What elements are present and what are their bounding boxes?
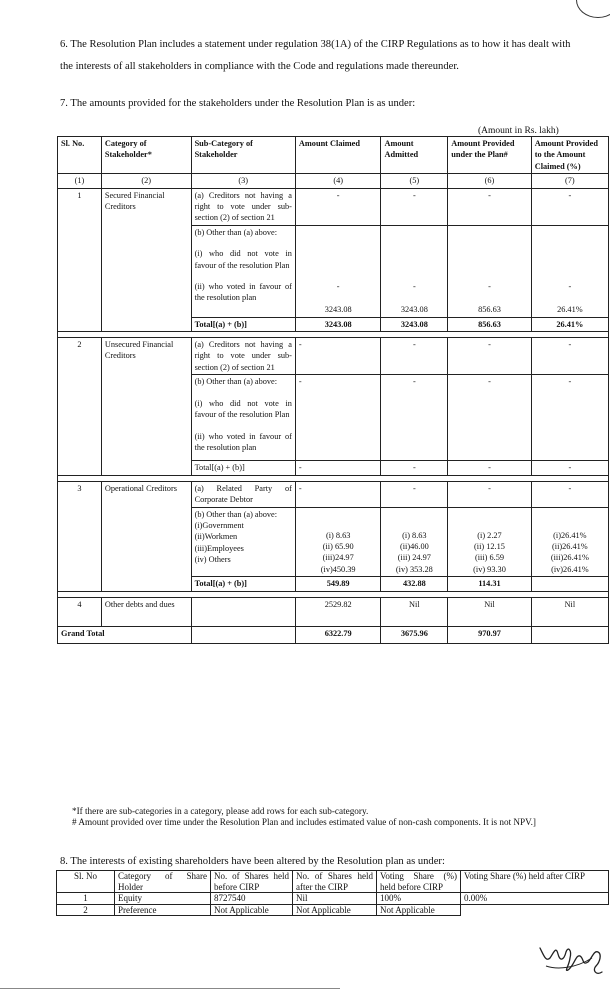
row1-a-claimed: - bbox=[295, 188, 381, 225]
grand-total-provided: 970.97 bbox=[448, 626, 531, 643]
row2-total-provided: - bbox=[448, 461, 531, 475]
sh-header-before: No. of Shares held before CIRP bbox=[211, 871, 293, 893]
header-row bbox=[58, 137, 609, 174]
column-number-row bbox=[58, 174, 609, 188]
sh-header-vote-before: Voting Share (%) held before CIRP bbox=[377, 871, 461, 893]
header-provided: Amount Provided under the Plan# bbox=[448, 137, 531, 174]
colnum-7: (7) bbox=[531, 174, 608, 188]
header-admitted: Amount Admitted bbox=[381, 137, 448, 174]
row1-voted-provided: 856.63 bbox=[478, 305, 501, 315]
row3-pct-breakdown: (i)26.41% (ii)26.41% (iii)26.41% (iv)26.41% bbox=[531, 507, 608, 577]
sh-row1-sl: 1 bbox=[57, 893, 115, 905]
row3-admitted-breakdown: (i) 8.63 (ii)46.00 (iii) 24.97 (iv) 353.28 bbox=[381, 507, 448, 577]
row1-a-pct: - bbox=[531, 188, 608, 225]
sh-header-after: No. of Shares held after the CIRP bbox=[293, 871, 377, 893]
row2-total-label: Total[(a) + (b)] bbox=[191, 461, 295, 475]
row1-sl: 1 bbox=[58, 188, 102, 331]
row2-total-pct: - bbox=[531, 461, 608, 475]
footnote-1: *If there are sub-categories in a category, please add rows for each sub-category. bbox=[72, 806, 369, 816]
row2-sl: 2 bbox=[58, 338, 102, 476]
sh-row2-vote-before: Not Applicable bbox=[377, 904, 461, 916]
colnum-4: (4) bbox=[295, 174, 381, 188]
row1-total-provided: 856.63 bbox=[448, 317, 531, 331]
shareholders-table bbox=[56, 870, 609, 916]
paragraph-6: 6. The Resolution Plan includes a statement under regulation 38(1A) of the CIRP Regulations as to how it has dealt with the interests of all stakeholders in compliance with the Code and regulations made thereunder. bbox=[60, 39, 571, 72]
row1-sub-a: (a) Creditors not having a right to vote under sub-section (2) of section 21 bbox=[191, 188, 295, 225]
row3-category: Operational Creditors bbox=[101, 481, 191, 591]
sub-b-ii: (ii) who voted in favour of the resolution plan bbox=[194, 282, 292, 303]
paragraph-7: 7. The amounts provided for the stakeholders under the Resolution Plan is as under: bbox=[60, 98, 416, 109]
dash: - bbox=[488, 281, 491, 291]
row1-voted-pct: 26.41% bbox=[557, 305, 583, 315]
row4-pct: Nil bbox=[531, 597, 608, 626]
sh-header-category: Category of Share Holder bbox=[115, 871, 211, 893]
table-row bbox=[58, 597, 609, 626]
row4-claimed: 2529.82 bbox=[295, 597, 381, 626]
row3-a-claimed: - bbox=[295, 481, 381, 507]
sh-row2-before: Not Applicable bbox=[211, 904, 293, 916]
colnum-2: (2) bbox=[101, 174, 191, 188]
sh-row2-sl: 2 bbox=[57, 904, 115, 916]
sub-b-label: (b) Other than (a) above: bbox=[194, 227, 278, 237]
row1-b-admitted bbox=[381, 225, 448, 317]
row4-sub bbox=[191, 597, 295, 626]
row2-category: Unsecured Financial Creditors bbox=[101, 338, 191, 476]
row4-category: Other debts and dues bbox=[101, 597, 191, 626]
grand-total-label: Grand Total bbox=[58, 626, 192, 643]
row3-total-provided: 114.31 bbox=[448, 577, 531, 591]
footnote-2: # Amount provided over time under the Resolution Plan and includes estimated value of non-cash components. It is not NPV.] bbox=[72, 817, 536, 827]
sh-header-vote-after: Voting Share (%) held after CIRP bbox=[461, 871, 609, 893]
dash: - bbox=[412, 281, 416, 291]
sh-header-sl: Sl. No bbox=[57, 871, 115, 893]
header-sl: Sl. No. bbox=[58, 137, 102, 174]
corner-pen-mark bbox=[576, 0, 610, 18]
row2-b-claimed: - bbox=[295, 375, 381, 461]
dash: - bbox=[568, 281, 572, 291]
row2-sub-a: (a) Creditors not having a right to vote under sub-section (2) of section 21 bbox=[191, 338, 295, 375]
sub-b-label: (b) Other than (a) above: bbox=[194, 509, 278, 519]
sub-b-i: (i) who did not vote in favour of the resolution Plan bbox=[194, 398, 292, 420]
row1-b-pct bbox=[531, 225, 608, 317]
row1-total-pct: 26.41% bbox=[531, 317, 608, 331]
sh-row1-before: 8727540 bbox=[211, 893, 293, 905]
colnum-5: (5) bbox=[381, 174, 448, 188]
header-category: Category of Stakeholder* bbox=[101, 137, 191, 174]
dash: - bbox=[336, 281, 340, 291]
row3-a-admitted: - bbox=[381, 481, 448, 507]
sh-row1-vote-after: 0.00% bbox=[461, 893, 609, 905]
row1-total-admitted: 3243.08 bbox=[381, 317, 448, 331]
sh-row2-after: Not Applicable bbox=[293, 904, 377, 916]
row3-total-admitted: 432.88 bbox=[381, 577, 448, 591]
row2-a-pct: - bbox=[531, 338, 608, 375]
sub-b-ii: (ii) who voted in favour of the resolution plan bbox=[194, 431, 292, 452]
row2-b-admitted: - bbox=[381, 375, 448, 461]
table-row bbox=[57, 893, 609, 905]
row1-total-label: Total[(a) + (b)] bbox=[191, 317, 295, 331]
header-pct: Amount Provided to the Amount Claimed (%) bbox=[531, 137, 608, 174]
row1-voted-claimed: 3243.08 bbox=[324, 305, 352, 315]
sh-row1-after: Nil bbox=[293, 893, 377, 905]
row3-sl: 3 bbox=[58, 481, 102, 591]
grand-total-pct bbox=[531, 626, 608, 643]
units-note: (Amount in Rs. lakh) bbox=[478, 126, 559, 136]
row2-total-admitted: - bbox=[381, 461, 448, 475]
sh-row1-category: Equity bbox=[115, 893, 211, 905]
row3-provided-breakdown: (i) 2.27 (ii) 12.15 (iii) 6.59 (iv) 93.30 bbox=[448, 507, 531, 577]
footer-rule bbox=[0, 988, 340, 989]
row1-b-provided bbox=[448, 225, 531, 317]
row1-b-claimed bbox=[295, 225, 381, 317]
row2-b-pct: - bbox=[531, 375, 608, 461]
table-row bbox=[58, 338, 609, 375]
table-row bbox=[58, 481, 609, 507]
row2-sub-b bbox=[191, 375, 295, 461]
grand-total-row bbox=[58, 626, 609, 643]
row3-a-provided: - bbox=[448, 481, 531, 507]
op-breakdown-labels: (i)Government (ii)Workmen (iii)Employees (iv) Others bbox=[194, 520, 244, 565]
row1-total-claimed: 3243.08 bbox=[295, 317, 381, 331]
sh-row1-vote-before: 100% bbox=[377, 893, 461, 905]
header-claimed: Amount Claimed bbox=[295, 137, 381, 174]
colnum-1: (1) bbox=[58, 174, 102, 188]
sh-header-row bbox=[57, 871, 609, 893]
row2-total-claimed: - bbox=[295, 461, 381, 475]
row1-a-provided: - bbox=[448, 188, 531, 225]
sh-row2-category: Preference bbox=[115, 904, 211, 916]
row1-sub-b bbox=[191, 225, 295, 317]
header-subcategory: Sub-Category of Stakeholder bbox=[191, 137, 295, 174]
grand-total-claimed: 6322.79 bbox=[295, 626, 381, 643]
table-row bbox=[57, 904, 609, 916]
sh-row2-vote-after bbox=[461, 904, 609, 916]
row3-a-pct: - bbox=[531, 481, 608, 507]
row3-sub-b bbox=[191, 507, 295, 577]
row4-sl: 4 bbox=[58, 597, 102, 626]
row2-a-admitted: - bbox=[381, 338, 448, 375]
row4-provided: Nil bbox=[448, 597, 531, 626]
row3-total-claimed: 549.89 bbox=[295, 577, 381, 591]
row3-total-pct bbox=[531, 577, 608, 591]
sub-b-i: (i) who did not vote in favour of the resolution Plan bbox=[194, 249, 292, 270]
row4-admitted: Nil bbox=[381, 597, 448, 626]
grand-total-admitted: 3675.96 bbox=[381, 626, 448, 643]
row1-a-admitted: - bbox=[381, 188, 448, 225]
grand-total-sub bbox=[191, 626, 295, 643]
row2-b-provided: - bbox=[448, 375, 531, 461]
row3-sub-a: (a) Related Party of Corporate Debtor bbox=[191, 481, 295, 507]
colnum-6: (6) bbox=[448, 174, 531, 188]
paragraph-8: 8. The interests of existing shareholders have been altered by the Resolution plan as under: bbox=[60, 856, 445, 867]
footnotes bbox=[72, 806, 592, 828]
handwritten-signature bbox=[536, 936, 606, 980]
row3-claimed-breakdown: (i) 8.63 (ii) 65.90 (iii)24.97 (iv)450.39 bbox=[295, 507, 381, 577]
row1-voted-admitted: 3243.08 bbox=[400, 305, 428, 315]
table-row bbox=[58, 188, 609, 225]
row1-category: Secured Financial Creditors bbox=[101, 188, 191, 331]
sub-b-label: (b) Other than (a) above: bbox=[194, 377, 278, 387]
stakeholder-amounts-table bbox=[57, 136, 609, 644]
row3-total-label: Total[(a) + (b)] bbox=[191, 577, 295, 591]
row2-a-provided: - bbox=[448, 338, 531, 375]
colnum-3: (3) bbox=[191, 174, 295, 188]
row2-a-claimed: - bbox=[295, 338, 381, 375]
